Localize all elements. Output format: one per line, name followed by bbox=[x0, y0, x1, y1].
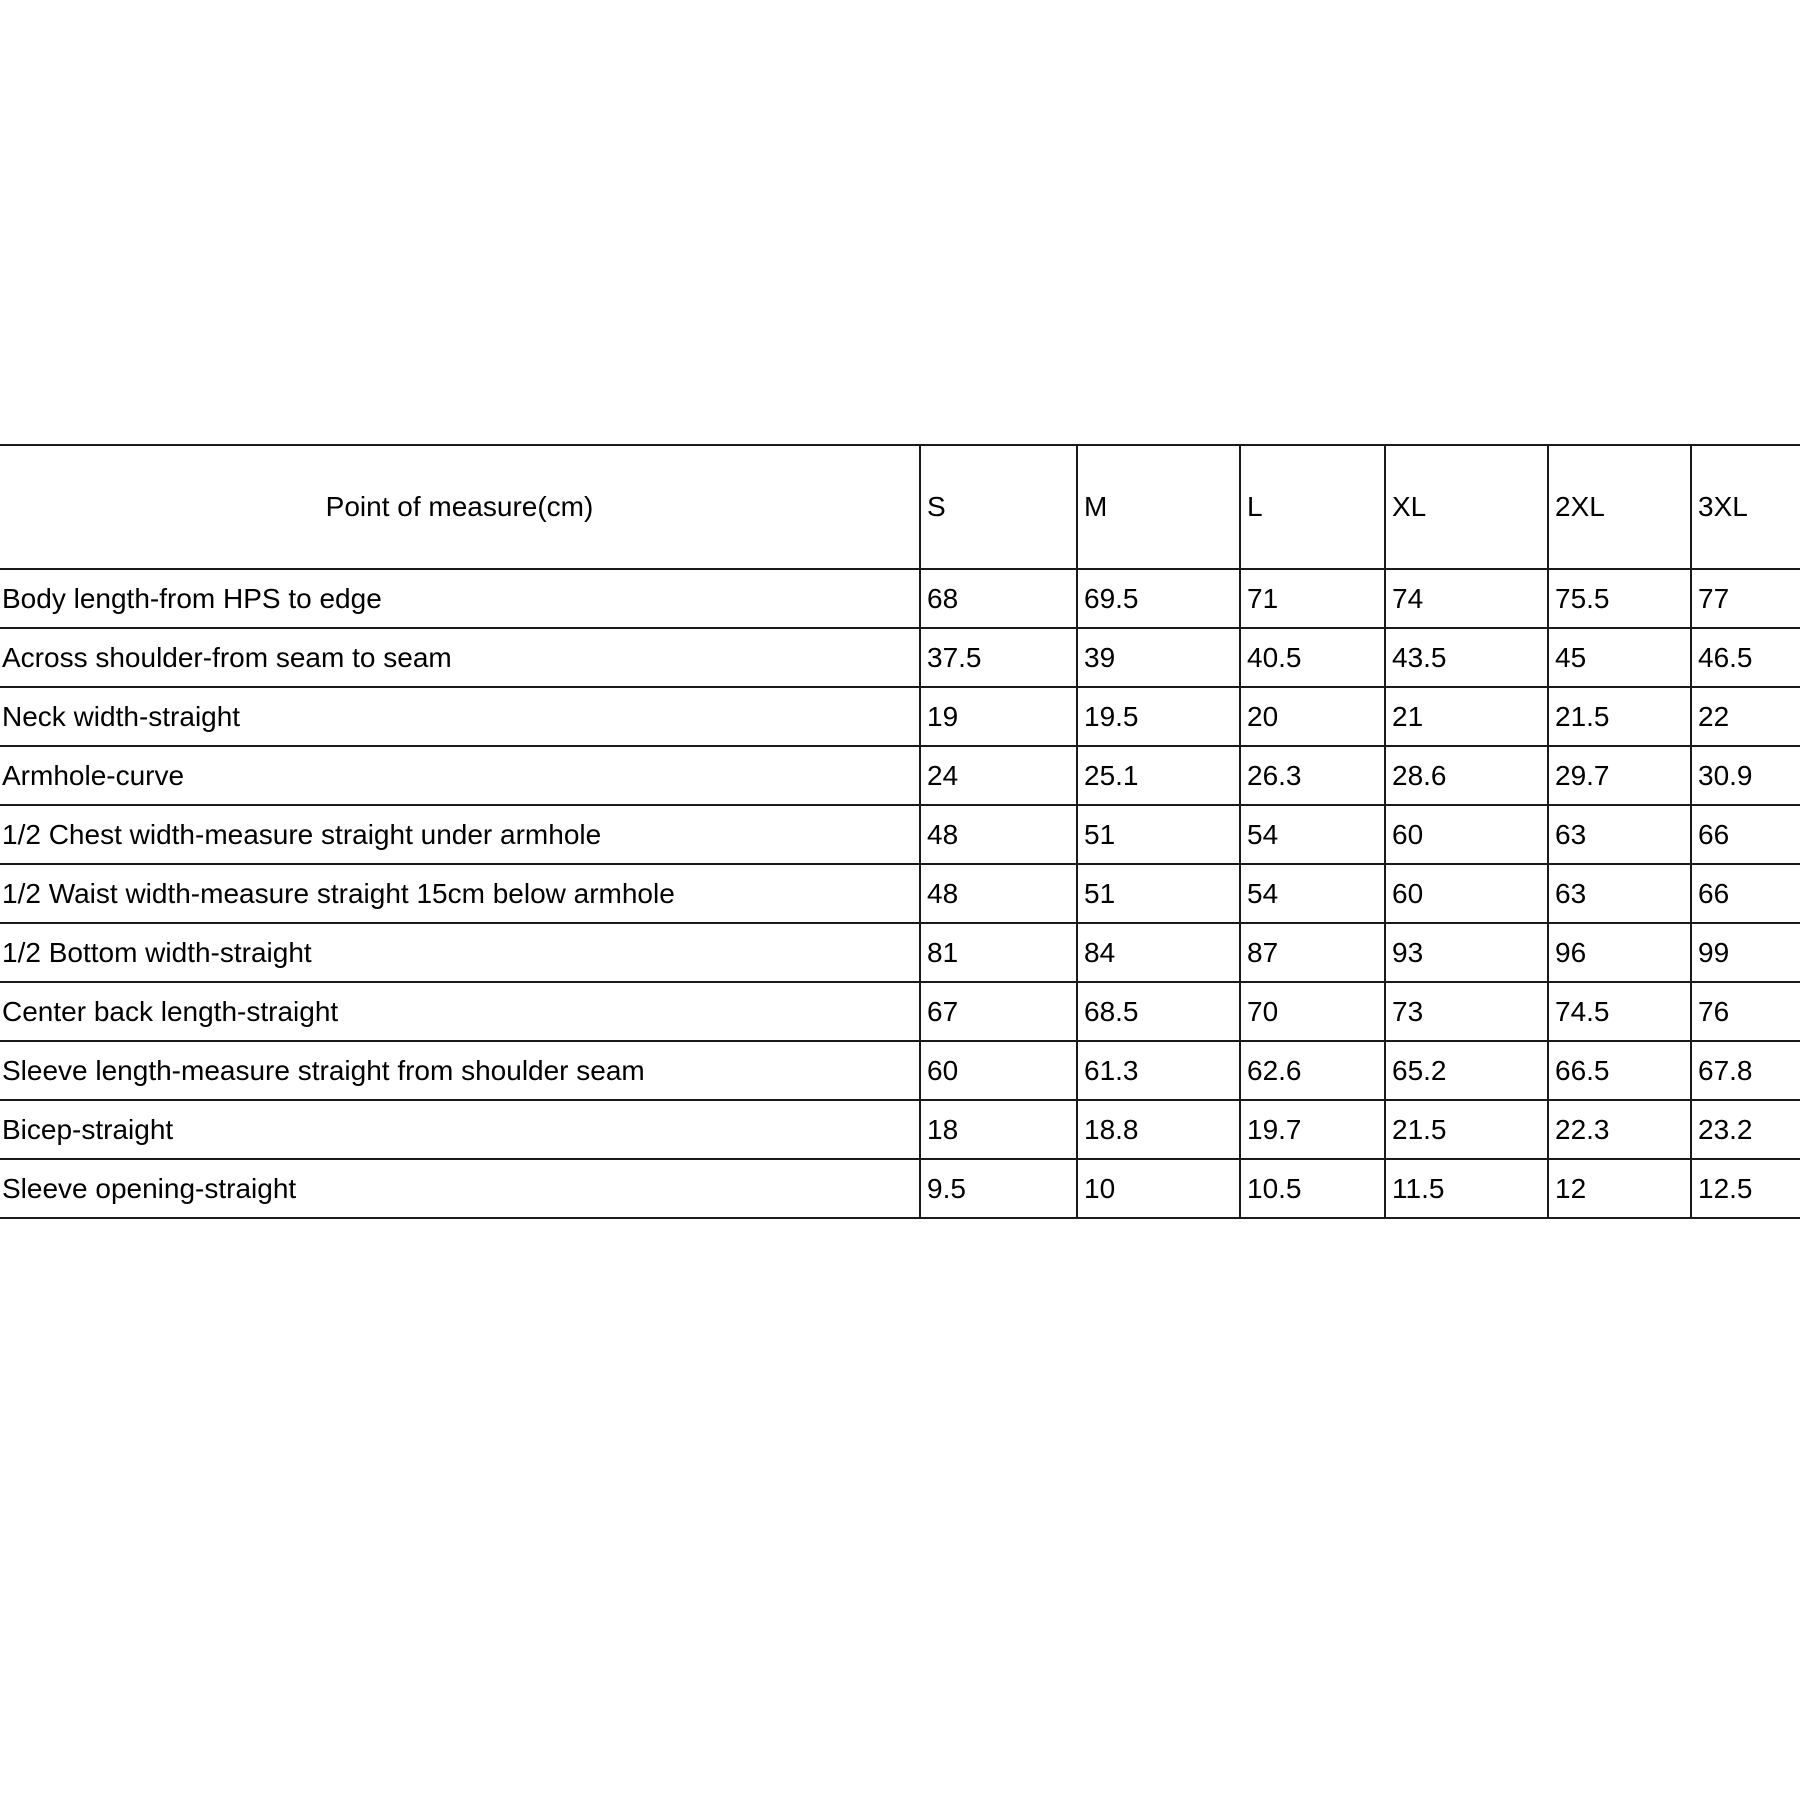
cell-size-s: 81 bbox=[920, 923, 1077, 982]
cell-size-3xl: 66 bbox=[1691, 864, 1800, 923]
cell-size-m: 18.8 bbox=[1077, 1100, 1240, 1159]
cell-size-xl: 21.5 bbox=[1385, 1100, 1548, 1159]
cell-size-xl: 21 bbox=[1385, 687, 1548, 746]
row-label: 1/2 Bottom width-straight bbox=[0, 923, 920, 982]
cell-size-2xl: 63 bbox=[1548, 864, 1691, 923]
cell-size-2xl: 29.7 bbox=[1548, 746, 1691, 805]
cell-size-m: 10 bbox=[1077, 1159, 1240, 1218]
row-label: Neck width-straight bbox=[0, 687, 920, 746]
cell-size-s: 68 bbox=[920, 569, 1077, 628]
table-row bbox=[0, 982, 1800, 1041]
cell-size-l: 87 bbox=[1240, 923, 1385, 982]
cell-size-l: 54 bbox=[1240, 864, 1385, 923]
cell-size-3xl: 66 bbox=[1691, 805, 1800, 864]
header-point-of-measure: Point of measure(cm) bbox=[0, 445, 920, 569]
cell-size-m: 39 bbox=[1077, 628, 1240, 687]
cell-size-m: 51 bbox=[1077, 805, 1240, 864]
cell-size-2xl: 12 bbox=[1548, 1159, 1691, 1218]
header-size-l: L bbox=[1240, 445, 1385, 569]
cell-size-l: 62.6 bbox=[1240, 1041, 1385, 1100]
cell-size-3xl: 99 bbox=[1691, 923, 1800, 982]
cell-size-m: 68.5 bbox=[1077, 982, 1240, 1041]
table-row bbox=[0, 864, 1800, 923]
cell-size-l: 40.5 bbox=[1240, 628, 1385, 687]
table-row bbox=[0, 1041, 1800, 1100]
header-size-s: S bbox=[920, 445, 1077, 569]
cell-size-l: 70 bbox=[1240, 982, 1385, 1041]
table-row bbox=[0, 628, 1800, 687]
cell-size-l: 20 bbox=[1240, 687, 1385, 746]
cell-size-m: 51 bbox=[1077, 864, 1240, 923]
cell-size-2xl: 21.5 bbox=[1548, 687, 1691, 746]
cell-size-xl: 28.6 bbox=[1385, 746, 1548, 805]
cell-size-3xl: 67.8 bbox=[1691, 1041, 1800, 1100]
cell-size-xl: 11.5 bbox=[1385, 1159, 1548, 1218]
cell-size-l: 10.5 bbox=[1240, 1159, 1385, 1218]
row-label: Across shoulder-from seam to seam bbox=[0, 628, 920, 687]
cell-size-3xl: 12.5 bbox=[1691, 1159, 1800, 1218]
cell-size-s: 37.5 bbox=[920, 628, 1077, 687]
cell-size-3xl: 22 bbox=[1691, 687, 1800, 746]
cell-size-m: 69.5 bbox=[1077, 569, 1240, 628]
table-row bbox=[0, 1159, 1800, 1218]
table-row bbox=[0, 923, 1800, 982]
cell-size-s: 48 bbox=[920, 805, 1077, 864]
cell-size-3xl: 76 bbox=[1691, 982, 1800, 1041]
cell-size-2xl: 22.3 bbox=[1548, 1100, 1691, 1159]
header-size-3xl: 3XL bbox=[1691, 445, 1800, 569]
cell-size-xl: 74 bbox=[1385, 569, 1548, 628]
cell-size-2xl: 63 bbox=[1548, 805, 1691, 864]
cell-size-2xl: 75.5 bbox=[1548, 569, 1691, 628]
cell-size-s: 19 bbox=[920, 687, 1077, 746]
cell-size-2xl: 66.5 bbox=[1548, 1041, 1691, 1100]
cell-size-xl: 65.2 bbox=[1385, 1041, 1548, 1100]
table-row bbox=[0, 569, 1800, 628]
cell-size-s: 48 bbox=[920, 864, 1077, 923]
cell-size-s: 18 bbox=[920, 1100, 1077, 1159]
row-label: Body length-from HPS to edge bbox=[0, 569, 920, 628]
cell-size-s: 67 bbox=[920, 982, 1077, 1041]
table-header-row bbox=[0, 445, 1800, 569]
cell-size-m: 61.3 bbox=[1077, 1041, 1240, 1100]
cell-size-xl: 43.5 bbox=[1385, 628, 1548, 687]
table-row bbox=[0, 805, 1800, 864]
cell-size-3xl: 46.5 bbox=[1691, 628, 1800, 687]
table-row bbox=[0, 687, 1800, 746]
size-chart-table bbox=[0, 444, 1800, 1219]
cell-size-m: 19.5 bbox=[1077, 687, 1240, 746]
row-label: Sleeve length-measure straight from shoulder seam bbox=[0, 1041, 920, 1100]
row-label: 1/2 Chest width-measure straight under armhole bbox=[0, 805, 920, 864]
cell-size-s: 24 bbox=[920, 746, 1077, 805]
cell-size-m: 84 bbox=[1077, 923, 1240, 982]
cell-size-s: 9.5 bbox=[920, 1159, 1077, 1218]
row-label: Armhole-curve bbox=[0, 746, 920, 805]
cell-size-xl: 60 bbox=[1385, 864, 1548, 923]
table-row bbox=[0, 1100, 1800, 1159]
row-label: Center back length-straight bbox=[0, 982, 920, 1041]
row-label: Bicep-straight bbox=[0, 1100, 920, 1159]
row-label: Sleeve opening-straight bbox=[0, 1159, 920, 1218]
cell-size-3xl: 77 bbox=[1691, 569, 1800, 628]
cell-size-l: 54 bbox=[1240, 805, 1385, 864]
cell-size-l: 19.7 bbox=[1240, 1100, 1385, 1159]
cell-size-s: 60 bbox=[920, 1041, 1077, 1100]
row-label: 1/2 Waist width-measure straight 15cm below armhole bbox=[0, 864, 920, 923]
cell-size-3xl: 23.2 bbox=[1691, 1100, 1800, 1159]
cell-size-l: 71 bbox=[1240, 569, 1385, 628]
header-size-m: M bbox=[1077, 445, 1240, 569]
cell-size-3xl: 30.9 bbox=[1691, 746, 1800, 805]
cell-size-2xl: 96 bbox=[1548, 923, 1691, 982]
cell-size-xl: 93 bbox=[1385, 923, 1548, 982]
cell-size-l: 26.3 bbox=[1240, 746, 1385, 805]
header-size-xl: XL bbox=[1385, 445, 1548, 569]
cell-size-2xl: 74.5 bbox=[1548, 982, 1691, 1041]
header-size-2xl: 2XL bbox=[1548, 445, 1691, 569]
cell-size-xl: 73 bbox=[1385, 982, 1548, 1041]
table-row bbox=[0, 746, 1800, 805]
cell-size-2xl: 45 bbox=[1548, 628, 1691, 687]
cell-size-m: 25.1 bbox=[1077, 746, 1240, 805]
cell-size-xl: 60 bbox=[1385, 805, 1548, 864]
